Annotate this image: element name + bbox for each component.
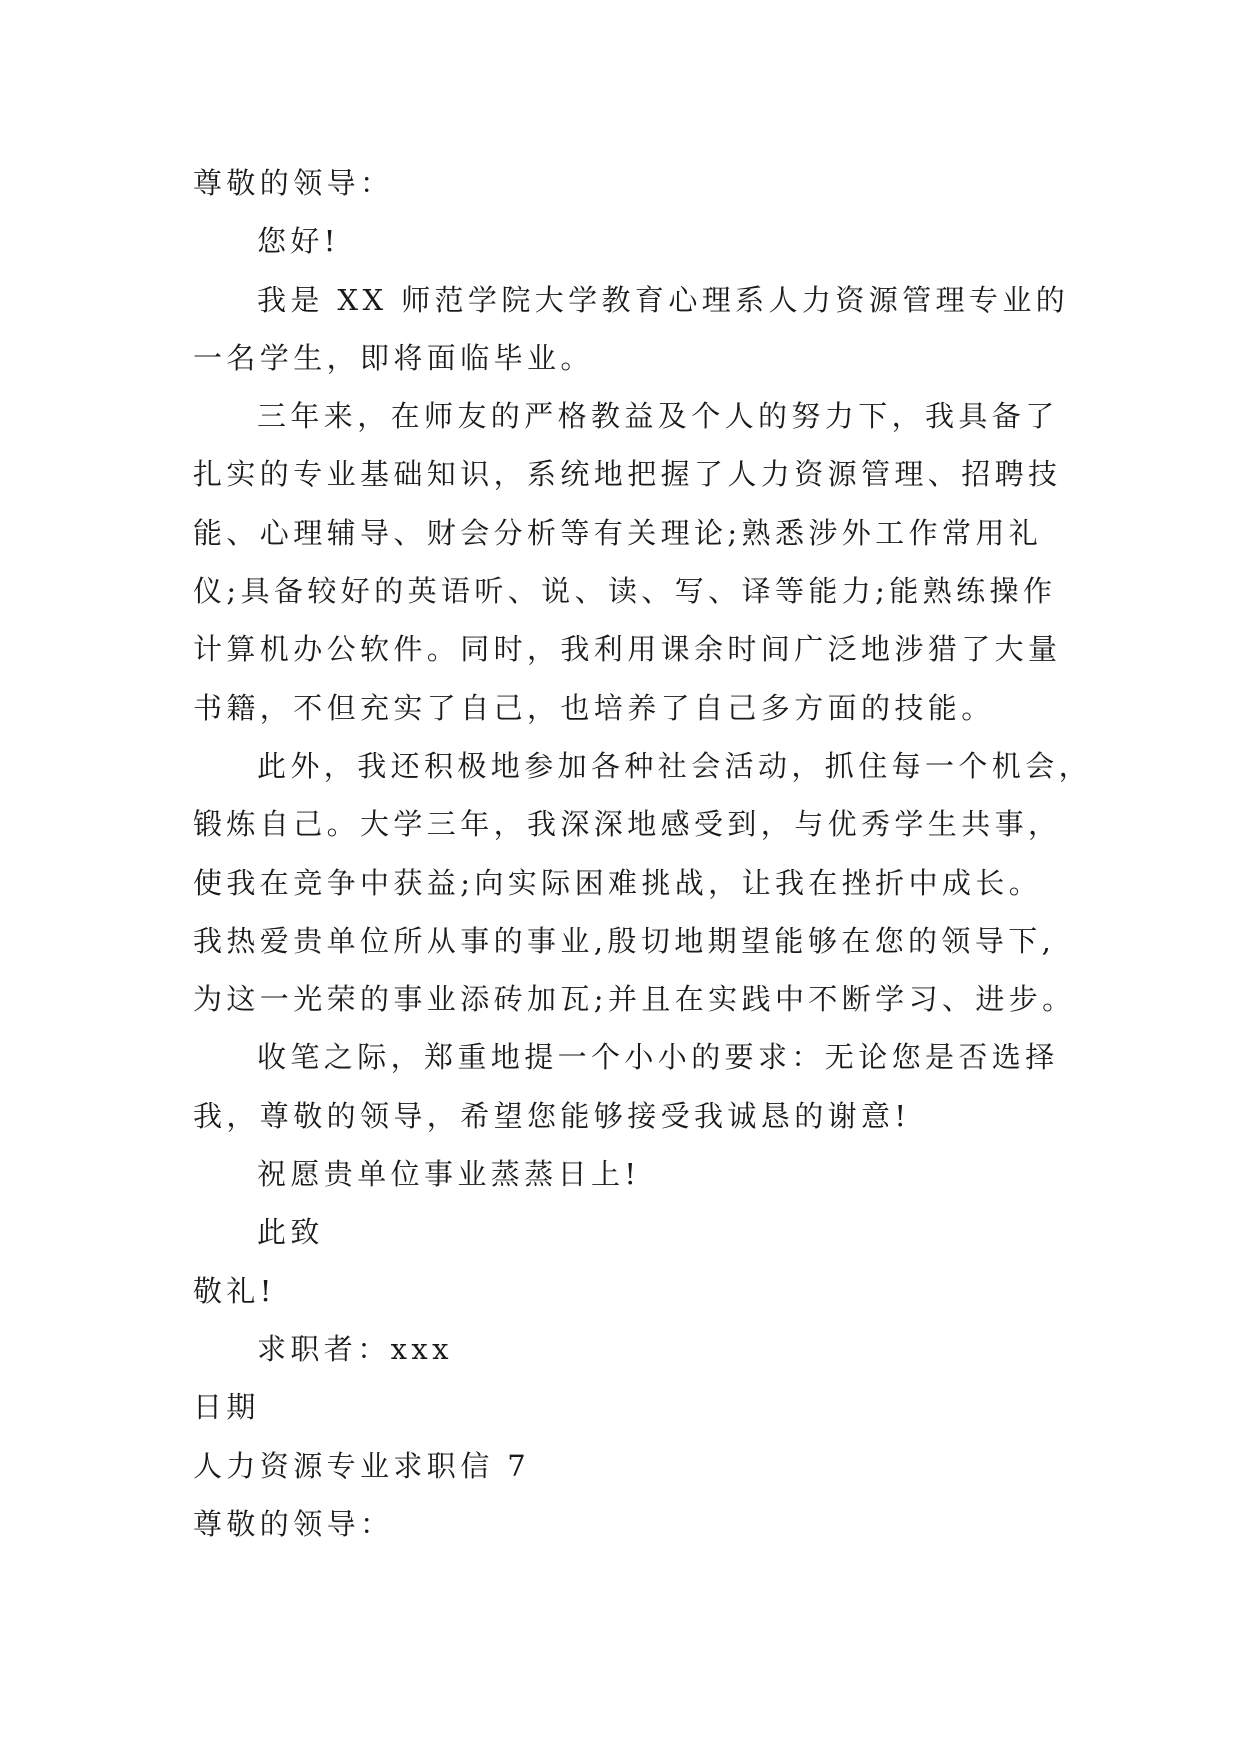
text-line: 收笔之际，郑重地提一个小小的要求：无论您是否选择	[257, 1040, 1059, 1075]
text-line: 此致	[257, 1215, 324, 1250]
text-line: 您好!	[257, 224, 340, 259]
text-line: 一名学生，即将面临毕业。	[193, 340, 594, 375]
text-line: 我是 XX 师范学院大学教育心理系人力资源管理专业的	[257, 282, 1070, 317]
text-line: 书籍，不但充实了自己，也培养了自己多方面的技能。	[193, 690, 995, 725]
text-line: 我，尊敬的领导，希望您能够接受我诚恳的谢意!	[193, 1098, 911, 1133]
text-line: 仪;具备较好的英语听、说、读、写、译等能力;能熟练操作	[193, 574, 1057, 609]
text-line: 扎实的专业基础知识，系统地把握了人力资源管理、招聘技	[193, 457, 1062, 492]
text-line: 为这一光荣的事业添砖加瓦;并且在实践中不断学习、进步。	[193, 982, 1076, 1017]
text-line: 此外，我还积极地参加各种社会活动，抓住每一个机会，	[257, 748, 1093, 783]
text-line: 日期	[193, 1390, 260, 1425]
letter-body	[193, 154, 1093, 1553]
text-line: 尊敬的领导：	[193, 166, 394, 200]
text-line: 锻炼自己。大学三年，我深深地感受到，与优秀学生共事，	[193, 807, 1062, 842]
text-line: 尊敬的领导：	[193, 1506, 394, 1541]
text-line: 计算机办公软件。同时，我利用课余时间广泛地涉猎了大量	[193, 632, 1062, 667]
text-line: 人力资源专业求职信 7	[193, 1448, 531, 1483]
text-line: 敬礼!	[193, 1273, 276, 1308]
text-line: 祝愿贵单位事业蒸蒸日上!	[257, 1157, 641, 1192]
text-line: 使我在竞争中获益;向实际困难挑战，让我在挫折中成长。	[193, 865, 1043, 900]
text-line: 我热爱贵单位所从事的事业,殷切地期望能够在您的领导下,	[193, 923, 1056, 958]
text-line: 求职者：xxx	[257, 1331, 453, 1366]
text-line: 三年来，在师友的严格教益及个人的努力下，我具备了	[257, 399, 1059, 434]
text-line: 能、心理辅导、财会分析等有关理论;熟悉涉外工作常用礼	[193, 515, 1043, 550]
